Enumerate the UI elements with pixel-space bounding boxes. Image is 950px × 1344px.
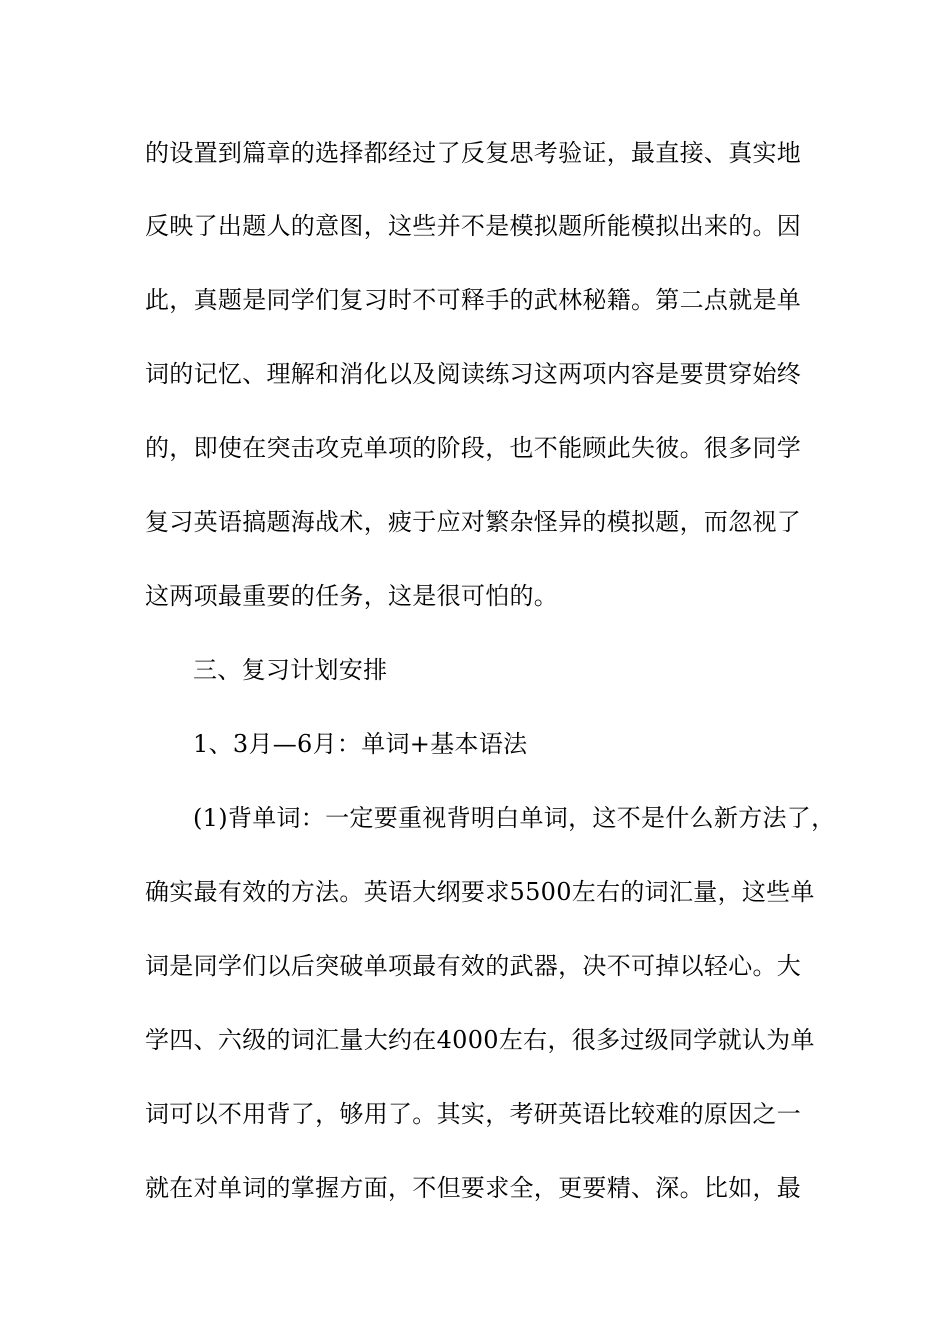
paragraph-line: 反映了出题人的意图，这些并不是模拟题所能模拟出来的。因 [145,212,802,240]
paragraph-line: 此，真题是同学们复习时不可释手的武林秘籍。第二点就是单 [145,286,802,314]
paragraph-line: (1)背单词：一定要重视背明白单词，这不是什么新方法了， [193,804,836,832]
paragraph-line: 的，即使在突击攻克单项的阶段，也不能顾此失彼。很多同学 [145,434,802,462]
section-heading: 三、复习计划安排 [193,656,388,684]
paragraph-line: 词是同学们以后突破单项最有效的武器，决不可掉以轻心。大 [145,952,802,980]
paragraph-line: 确实最有效的方法。英语大纲要求5500左右的词汇量，这些单 [145,878,815,906]
paragraph-line: 的设置到篇章的选择都经过了反复思考验证，最直接、真实地 [145,139,802,167]
paragraph-line: 这两项最重要的任务，这是很可怕的。 [145,582,559,610]
subsection-heading: 1、3月—6月：单词+基本语法 [193,730,528,758]
paragraph-line: 词的记忆、理解和消化以及阅读练习这两项内容是要贯穿始终 [145,360,802,388]
paragraph-line: 词可以不用背了，够用了。其实，考研英语比较难的原因之一 [145,1100,802,1128]
paragraph-line: 学四、六级的词汇量大约在4000左右，很多过级同学就认为单 [145,1026,815,1054]
paragraph-line: 就在对单词的掌握方面，不但要求全，更要精、深。比如，最 [145,1174,802,1202]
paragraph-line: 复习英语搞题海战术，疲于应对繁杂怪异的模拟题，而忽视了 [145,508,802,536]
